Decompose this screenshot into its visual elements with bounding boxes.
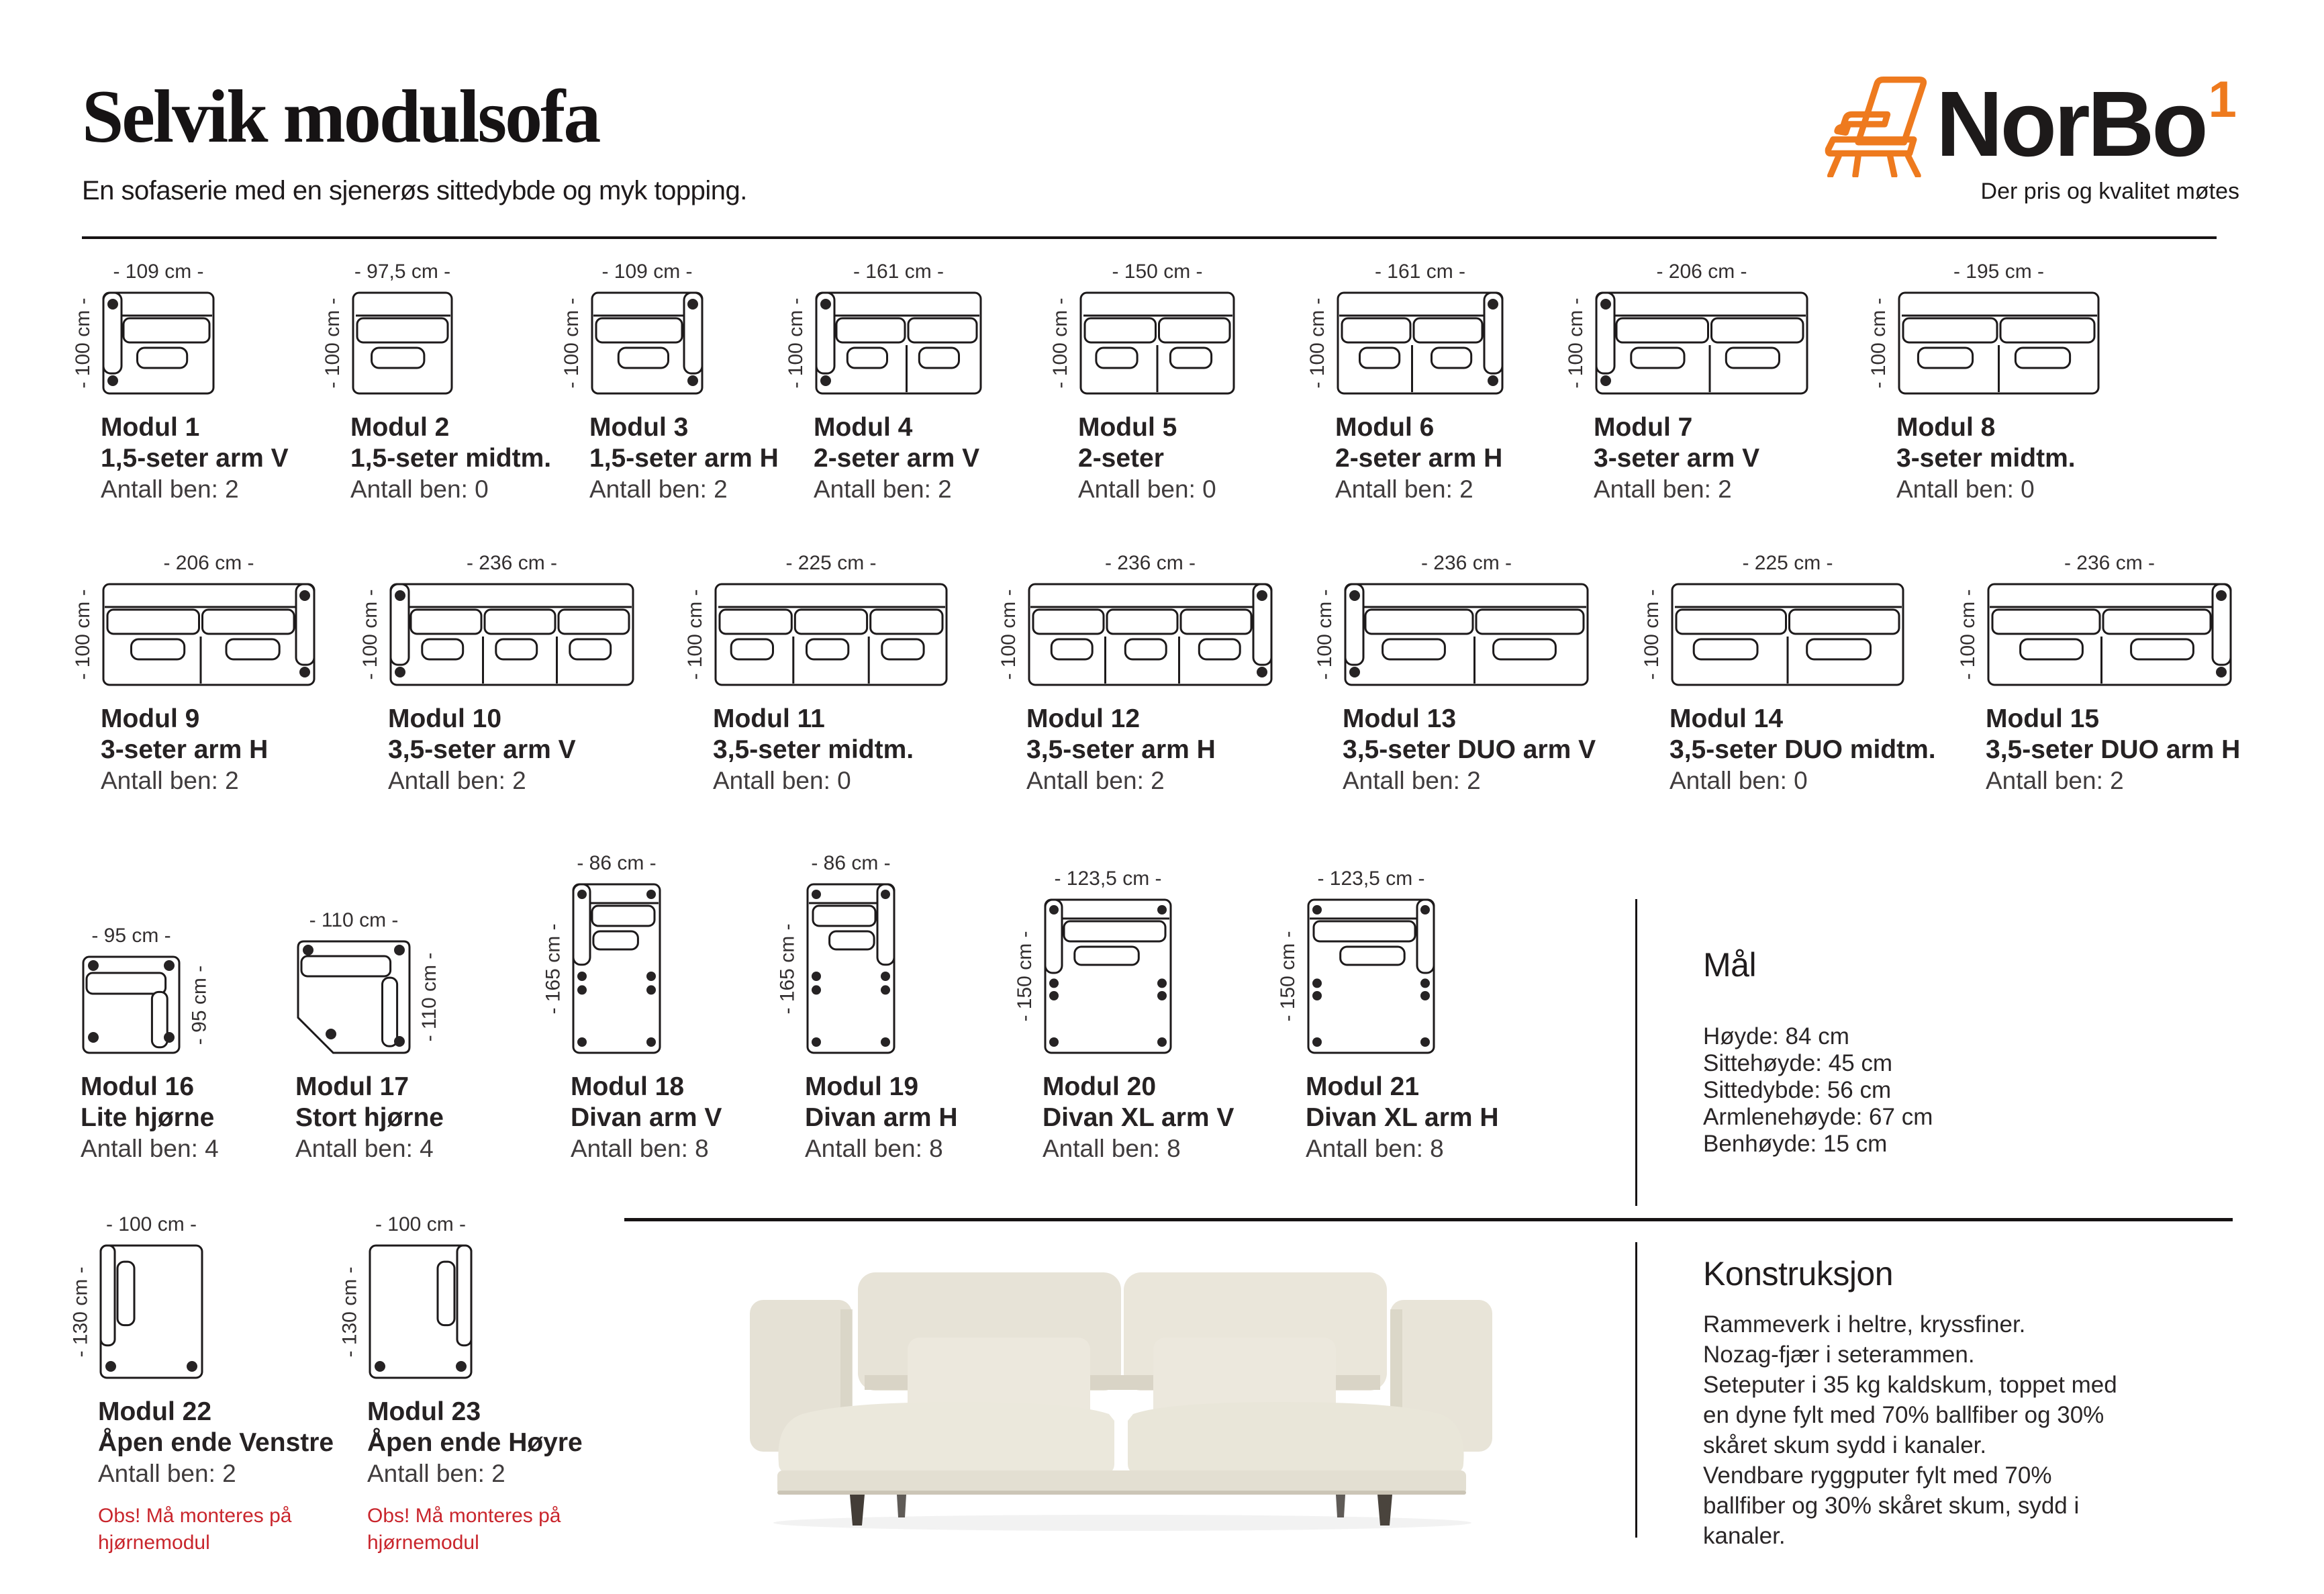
module-type: 2-seter arm V (814, 444, 980, 473)
height-dimension-label: - 150 cm - (1277, 931, 1299, 1022)
module-name: Modul 18 (571, 1072, 685, 1101)
height-dimension-label: - 95 cm - (188, 965, 210, 1045)
module-type: 1,5-seter arm H (589, 444, 779, 473)
construction-line: ballfiber og 30% skåret skum, sydd i (1703, 1493, 2080, 1519)
module-type: 3,5-seter DUO arm V (1343, 735, 1596, 764)
module-type: Divan arm H (805, 1103, 958, 1132)
width-dimension-label: - 109 cm - (113, 261, 204, 283)
module-type: 1,5-seter midtm. (350, 444, 552, 473)
module-type: Åpen ende Høyre (367, 1428, 583, 1457)
module-legs: Antall ben: 0 (1078, 475, 1216, 503)
module-card (785, 261, 982, 503)
module-diagram (1344, 583, 1589, 686)
width-dimension-label: - 161 cm - (853, 261, 945, 283)
module-diagram (1307, 898, 1435, 1054)
module-legs: Antall ben: 2 (589, 475, 728, 503)
module-legs: Antall ben: 2 (1335, 475, 1473, 503)
module-card (81, 925, 219, 1162)
construction-heading: Konstruksjon (1703, 1255, 1894, 1293)
dimensions-list (1703, 1023, 1933, 1158)
page-title: Selvik modulsofa (82, 75, 599, 158)
width-dimension-label: - 150 cm - (1112, 261, 1203, 283)
module-diagram (102, 291, 215, 395)
height-dimension-label: - 100 cm - (322, 297, 344, 389)
module-diagram (1898, 291, 2100, 395)
module-type: Divan XL arm H (1306, 1103, 1499, 1132)
width-dimension-label: - 86 cm - (577, 852, 657, 874)
module-legs: Antall ben: 8 (571, 1135, 709, 1162)
module-warning-line1: Obs! Må monteres på (98, 1505, 292, 1527)
module-card (338, 1213, 583, 1554)
header-divider (82, 236, 2217, 239)
module-legs: Antall ben: 2 (1343, 767, 1481, 794)
height-dimension-label: - 165 cm - (542, 923, 564, 1015)
module-name: Modul 13 (1343, 704, 1457, 733)
height-dimension-label: - 100 cm - (359, 589, 381, 680)
module-type: Divan XL arm V (1043, 1103, 1234, 1132)
module-diagram (591, 291, 704, 395)
module-type: 3-seter arm V (1594, 444, 1760, 473)
module-diagram (1079, 291, 1235, 395)
module-name: Modul 12 (1026, 704, 1141, 733)
height-dimension-label: - 100 cm - (1049, 297, 1071, 389)
module-name: Modul 6 (1335, 413, 1435, 442)
brand-name (1936, 71, 2234, 178)
construction-line: kanaler. (1703, 1523, 1786, 1549)
module-type: 3,5-seter arm V (388, 735, 576, 764)
module-card (1049, 261, 1235, 503)
module-legs: Antall ben: 0 (1896, 475, 2035, 503)
brand-tagline: Der pris og kvalitet møtes (1980, 179, 2239, 204)
module-card (322, 261, 552, 503)
module-diagram (1337, 291, 1504, 395)
chair-icon (1818, 73, 1936, 177)
width-dimension-label: - 110 cm - (309, 909, 399, 931)
width-dimension-label: - 236 cm - (466, 552, 558, 574)
module-diagram (389, 583, 634, 686)
width-dimension-label: - 236 cm - (2064, 552, 2156, 574)
module-card (1957, 552, 2241, 794)
height-dimension-label: - 110 cm - (418, 952, 440, 1042)
module-legs: Antall ben: 2 (1986, 767, 2124, 794)
module-card (359, 552, 634, 794)
module-legs: Antall ben: 4 (295, 1135, 434, 1162)
module-name: Modul 7 (1594, 413, 1693, 442)
construction-text (1703, 1309, 2117, 1551)
module-name: Modul 14 (1669, 704, 1784, 733)
width-dimension-label: - 236 cm - (1104, 552, 1196, 574)
module-name: Modul 9 (101, 704, 200, 733)
module-type: 1,5-seter arm V (101, 444, 289, 473)
construction-line: skåret skum sydd i kanaler. (1703, 1432, 1987, 1458)
module-diagram (1987, 583, 2232, 686)
width-dimension-label: - 95 cm - (91, 925, 171, 947)
module-name: Modul 16 (81, 1072, 195, 1101)
module-type: 3-seter midtm. (1896, 444, 2076, 473)
module-diagram (572, 883, 661, 1054)
module-name: Modul 11 (713, 704, 825, 733)
module-legs: Antall ben: 0 (350, 475, 489, 503)
module-legs: Antall ben: 2 (1594, 475, 1732, 503)
module-type: Divan arm V (571, 1103, 722, 1132)
width-dimension-label: - 225 cm - (1742, 552, 1833, 574)
module-name: Modul 3 (589, 413, 689, 442)
module-legs: Antall ben: 0 (1669, 767, 1808, 794)
construction-line: Rammeverk i heltre, kryssfiner. (1703, 1311, 2026, 1338)
width-dimension-label: - 123,5 cm - (1317, 868, 1425, 890)
module-type: 2-seter arm H (1335, 444, 1503, 473)
height-dimension-label: - 100 cm - (1306, 297, 1328, 389)
dimension-line: Armlenehøyde: 67 cm (1703, 1104, 1933, 1130)
module-type: 3-seter arm H (101, 735, 269, 764)
width-dimension-label: - 109 cm - (601, 261, 693, 283)
height-dimension-label: - 130 cm - (69, 1266, 91, 1358)
module-diagram (352, 291, 453, 395)
brand-logo (1812, 40, 2256, 208)
module-legs: Antall ben: 2 (101, 767, 239, 794)
height-dimension-label: - 100 cm - (72, 589, 94, 680)
module-card (1277, 868, 1499, 1162)
module-legs: Antall ben: 2 (98, 1460, 236, 1487)
module-diagram (1028, 583, 1273, 686)
module-card (1314, 552, 1596, 794)
module-name: Modul 17 (295, 1072, 409, 1101)
module-card (72, 552, 316, 794)
dimension-line: Sittehøyde: 45 cm (1703, 1050, 1893, 1076)
width-dimension-label: - 86 cm - (811, 852, 891, 874)
construction-line: Nozag-fjær i seterammen. (1703, 1342, 1975, 1368)
module-card (1641, 552, 1936, 794)
module-card (542, 852, 722, 1162)
module-card (684, 552, 948, 794)
width-dimension-label: - 100 cm - (375, 1213, 467, 1235)
height-dimension-label: - 130 cm - (338, 1266, 360, 1358)
module-name: Modul 10 (388, 704, 502, 733)
width-dimension-label: - 225 cm - (785, 552, 877, 574)
module-type: 2-seter (1078, 444, 1164, 473)
module-diagram (815, 291, 982, 395)
module-name: Modul 23 (367, 1397, 481, 1426)
module-diagram (297, 940, 411, 1054)
width-dimension-label: - 123,5 cm - (1054, 868, 1162, 890)
module-warning-line2: hjørnemodul (367, 1532, 479, 1554)
width-dimension-label: - 161 cm - (1374, 261, 1466, 283)
module-diagram (99, 1244, 203, 1379)
module-diagram (1595, 291, 1808, 395)
width-dimension-label: - 195 cm - (1953, 261, 2045, 283)
module-card (295, 909, 444, 1162)
dimensions-heading: Mål (1703, 946, 1757, 984)
width-dimension-label: - 236 cm - (1420, 552, 1512, 574)
module-diagram (369, 1244, 473, 1379)
width-dimension-label: - 100 cm - (105, 1213, 197, 1235)
module-warning (367, 1503, 561, 1556)
vertical-divider-top (1635, 899, 1637, 1206)
module-card (69, 1213, 334, 1554)
height-dimension-label: - 150 cm - (1014, 931, 1036, 1022)
dimension-line: Benhøyde: 15 cm (1703, 1131, 1888, 1157)
width-dimension-label: - 97,5 cm - (354, 261, 451, 283)
page-subtitle: En sofaserie med en sjenerøs sittedybde og myk topping. (82, 176, 747, 205)
construction-line: Vendbare ryggputer fylt med 70% (1703, 1462, 2052, 1489)
module-diagram (82, 955, 181, 1054)
module-legs: Antall ben: 8 (1306, 1135, 1444, 1162)
module-legs: Antall ben: 2 (814, 475, 952, 503)
module-legs: Antall ben: 2 (388, 767, 526, 794)
brand-superscript: 1 (2208, 71, 2234, 128)
module-name: Modul 15 (1986, 704, 2100, 733)
module-diagram (1044, 898, 1172, 1054)
dimension-line: Høyde: 84 cm (1703, 1023, 1849, 1049)
construction-line: Seteputer i 35 kg kaldskum, toppet med (1703, 1372, 2117, 1398)
module-warning-line2: hjørnemodul (98, 1532, 210, 1554)
module-card (1868, 261, 2100, 503)
module-card (72, 261, 289, 503)
height-dimension-label: - 100 cm - (1641, 589, 1663, 680)
module-card (561, 261, 779, 503)
module-legs: Antall ben: 4 (81, 1135, 219, 1162)
module-name: Modul 20 (1043, 1072, 1157, 1101)
module-type: Lite hjørne (81, 1103, 215, 1132)
module-legs: Antall ben: 2 (1026, 767, 1165, 794)
module-warning-line1: Obs! Må monteres på (367, 1505, 561, 1527)
height-dimension-label: - 100 cm - (72, 297, 94, 389)
height-dimension-label: - 100 cm - (1957, 589, 1979, 680)
module-card (998, 552, 1273, 794)
brand-name-part2: Bo (2087, 73, 2206, 176)
module-type: 3,5-seter midtm. (713, 735, 914, 764)
height-dimension-label: - 165 cm - (776, 923, 798, 1015)
height-dimension-label: - 100 cm - (1565, 297, 1587, 389)
module-diagram (1671, 583, 1904, 686)
module-warning (98, 1503, 291, 1556)
height-dimension-label: - 100 cm - (1314, 589, 1336, 680)
photo-divider (624, 1218, 2233, 1221)
module-diagram (714, 583, 948, 686)
module-name: Modul 1 (101, 413, 200, 442)
height-dimension-label: - 100 cm - (998, 589, 1020, 680)
module-type: 3,5-seter DUO arm H (1986, 735, 2241, 764)
module-type: 3,5-seter arm H (1026, 735, 1216, 764)
module-card (1014, 868, 1234, 1162)
module-card (1306, 261, 1504, 503)
module-name: Modul 22 (98, 1397, 212, 1426)
module-diagram (102, 583, 316, 686)
dimension-line: Sittedybde: 56 cm (1703, 1077, 1892, 1103)
sofa-photo (738, 1262, 1504, 1531)
module-legs: Antall ben: 8 (805, 1135, 943, 1162)
module-diagram (806, 883, 895, 1054)
height-dimension-label: - 100 cm - (561, 297, 583, 389)
module-type: 3,5-seter DUO midtm. (1669, 735, 1936, 764)
vertical-divider-bottom (1635, 1242, 1637, 1538)
width-dimension-label: - 206 cm - (163, 552, 254, 574)
construction-line: en dyne fylt med 70% ballfiber og 30% (1703, 1402, 2104, 1428)
module-card (776, 852, 958, 1162)
brand-name-part1: Nor (1936, 73, 2088, 176)
height-dimension-label: - 100 cm - (684, 589, 706, 680)
module-name: Modul 21 (1306, 1072, 1420, 1101)
module-card (1565, 261, 1808, 503)
width-dimension-label: - 206 cm - (1656, 261, 1747, 283)
module-name: Modul 8 (1896, 413, 1996, 442)
module-name: Modul 2 (350, 413, 450, 442)
module-type: Åpen ende Venstre (98, 1428, 334, 1457)
module-legs: Antall ben: 0 (713, 767, 851, 794)
module-type: Stort hjørne (295, 1103, 444, 1132)
height-dimension-label: - 100 cm - (785, 297, 807, 389)
module-name: Modul 5 (1078, 413, 1177, 442)
module-name: Modul 4 (814, 413, 913, 442)
height-dimension-label: - 100 cm - (1868, 297, 1890, 389)
module-legs: Antall ben: 2 (367, 1460, 505, 1487)
module-legs: Antall ben: 8 (1043, 1135, 1181, 1162)
module-legs: Antall ben: 2 (101, 475, 239, 503)
module-name: Modul 19 (805, 1072, 919, 1101)
